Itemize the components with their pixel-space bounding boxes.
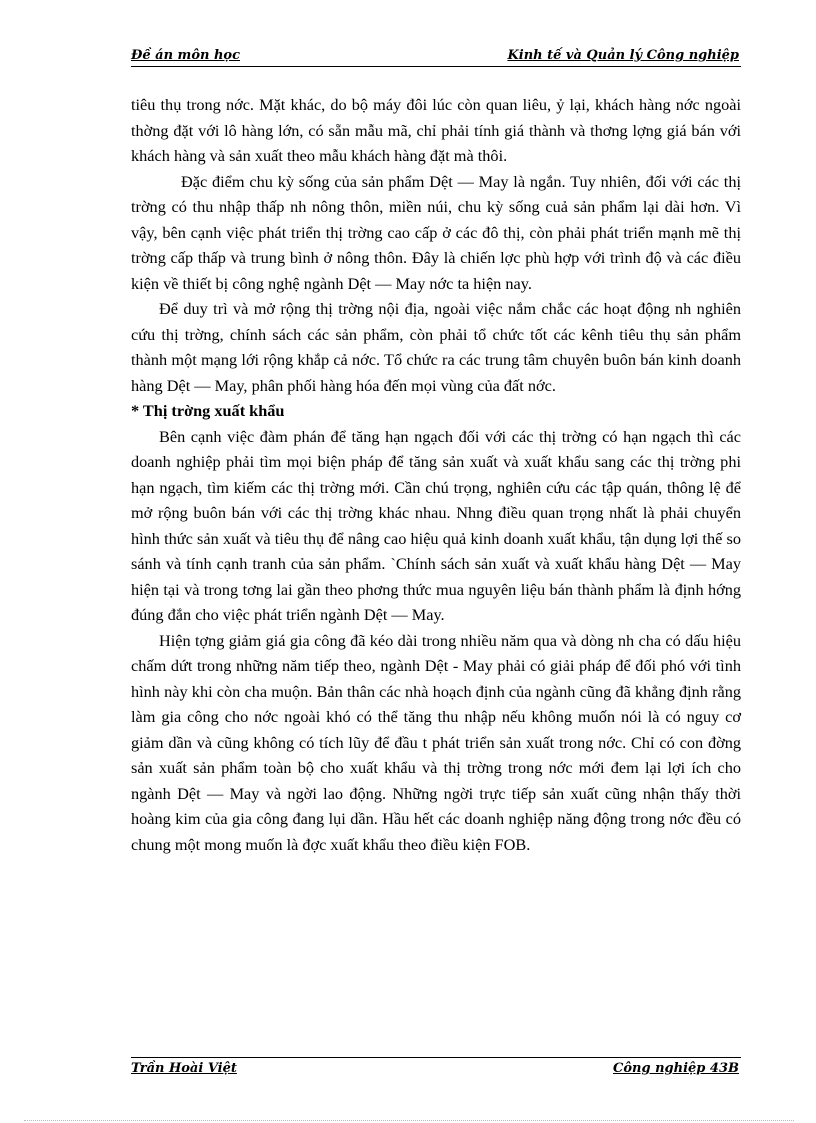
footer-author: Trần Hoài Việt xyxy=(131,1061,237,1076)
section-heading: * Thị trờng xuất khẩu xyxy=(131,401,285,420)
page-divider xyxy=(24,1120,794,1121)
header-department: Kinh tế và Quản lý Công nghiệp xyxy=(507,48,739,63)
header-course-title: Đề án môn học xyxy=(131,48,241,63)
footer-class: Công nghiệp 43B xyxy=(613,1061,739,1076)
paragraph: Hiện tợng giảm giá gia công đã kéo dài trong nhiều năm qua và dòng nh cha có dấu hiệu chấm dứt trong những năm tiếp theo, ngành Dệt - May phải có giải pháp để đối phó với tình hình này khi còn cha muộn. Bản thân các nhà hoạch định của ngành cũng đã khẳng định rằng làm gia công cho nớc ngoài khó có thể tăng thu nhập nếu không muốn nói là có nguy cơ giảm dần và cũng không có tích lũy để đầu t phát triển sản xuất trong nớc. Chỉ có con đờng sản xuất sản phẩm toàn bộ cho xuất khẩu và thị trờng trong nớc mới đem lại lợi ích cho ngành Dệt — May và ngời lao động. Những ngời trực tiếp sản xuất cũng nhận thấy thời hoàng kim của gia công đang lụi dần. Hầu hết các doanh nghiệp năng động trong nớc đều có chung một mong muốn là đợc xuất khẩu theo điều kiện FOB. xyxy=(131,630,741,854)
paragraph: Để duy trì và mở rộng thị trờng nội địa, ngoài việc nắm chắc các hoạt động nh nghiên cứu thị trờng, chính sách các sản phẩm, còn phải tổ chức tốt các kênh tiêu thụ sản phẩm thành một mạng lới rộng khắp cả nớc. Tổ chức ra các trung tâm chuyên buôn bán kinh doanh hàng Dệt — May, phân phối hàng hóa đến mọi vùng của đất nớc. xyxy=(131,299,741,395)
page-footer xyxy=(131,1057,741,1078)
paragraph: Đặc điểm chu kỳ sống của sản phẩm Dệt — May là ngắn. Tuy nhiên, đối với các thị trờng có thu nhập thấp nh nông thôn, miền núi, chu kỳ sống cuả sản phẩm lại dài hơn. Vì vậy, bên cạnh việc phát triển thị trờng cao cấp ở các đô thị, còn phải phát triển mạnh mẽ thị trờng cấp thấp và trung bình ở nông thôn. Đây là chiến lợc phù hợp với trình độ và các điều kiện về thiết bị công nghệ ngành Dệt — May nớc ta hiện nay. xyxy=(131,171,741,293)
paragraph: Bên cạnh việc đàm phán để tăng hạn ngạch đối với các thị trờng có hạn ngạch thì các doanh nghiệp phải tìm mọi biện pháp để tăng sản xuất và xuất khẩu sang các thị trờng phi hạn ngạch, tìm kiếm các thị trờng mới. Cần chú trọng, nghiên cứu các tập quán, thông lệ để mở rộng buôn bán với các thị trờng khác nhau. Nhng điều quan trọng nhất là phải chuyển hình thức sản xuất và tiêu thụ để nâng cao hiệu quả kinh doanh xuất khẩu, tận dụng lợi thế so sánh và tính cạnh tranh của sản phẩm. `Chính sách sản xuất và xuất khẩu hàng Dệt — May hiện tại và trong tơng lai gần theo phơng thức mua nguyên liệu bán thành phẩm là định hớng đúng đắn cho việc phát triển ngành Dệt — May. xyxy=(131,426,741,624)
paragraph: tiêu thụ trong nớc. Mặt khác, do bộ máy đôi lúc còn quan liêu, ỷ lại, khách hàng nớc ngoài thờng đặt với lô hàng lớn, có sẵn mẫu mã, chỉ phải tính giá thành và thơng lợng giá bán với khách hàng và sản xuất theo mẫu khách hàng đặt mà thôi. xyxy=(131,95,741,165)
page-header xyxy=(131,44,741,67)
document-body xyxy=(131,92,741,857)
